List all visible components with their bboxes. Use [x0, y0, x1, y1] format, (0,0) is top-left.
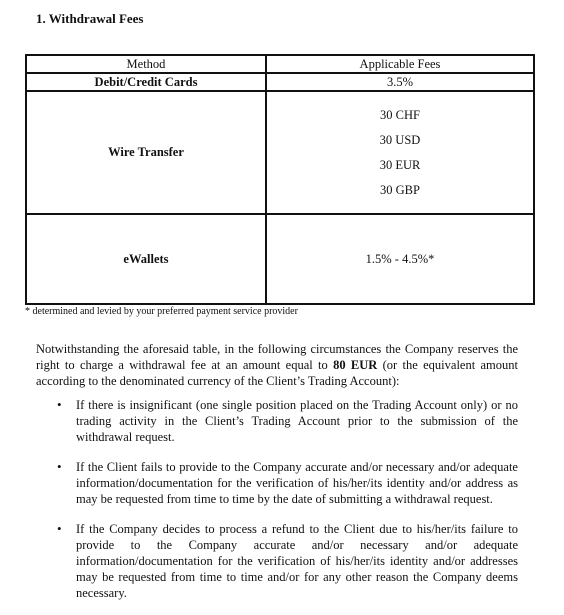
bullet-icon: •	[57, 521, 62, 536]
body-paragraph	[36, 341, 518, 389]
table-row	[26, 73, 534, 91]
fee-cell: 1.5% - 4.5%*	[266, 214, 534, 304]
list-item	[36, 521, 518, 601]
fee-value: 30 CHF	[380, 107, 420, 122]
fee-cell: 3.5%	[266, 73, 534, 91]
table-row	[26, 214, 534, 304]
list-item	[36, 397, 518, 445]
list-item-text: If the Company decides to process a refund to the Client due to his/her/its failure to provide to the Company accurate and/or necessary and/or adequate information/documentation for the verification of his/her/its identity and/or addresses may be requested from time to time and/or for any other reason the Company deems necessary.	[76, 522, 518, 600]
fee-value: 30 EUR	[379, 157, 421, 172]
list-item-text: If there is insignificant (one single position placed on the Trading Account only) or no trading activity in the Client’s Trading Account prior to the submission of the withdrawal request.	[76, 398, 518, 444]
bullet-icon: •	[57, 397, 62, 412]
method-cell: Wire Transfer	[26, 91, 266, 214]
header-method: Method	[26, 55, 266, 73]
conditions-list	[36, 397, 518, 615]
method-cell: Debit/Credit Cards	[26, 73, 266, 91]
list-item-text: If the Client fails to provide to the Company accurate and/or necessary and/or adequate information/documentation for the verification of his/her/its identity and/or address as may be requested from time to time by the date of submitting a withdrawal request.	[76, 460, 518, 506]
table-footnote: * determined and levied by your preferred payment service provider	[25, 306, 298, 317]
section-heading: 1. Withdrawal Fees	[36, 11, 144, 26]
table-row	[26, 91, 534, 214]
table-header-row	[26, 55, 534, 73]
paragraph-text: Notwithstanding the aforesaid table, in the following circumstances the Company reserves the right to charge a withdrawal fee at an amount equal to	[36, 342, 518, 372]
fee-value: 30 GBP	[380, 182, 420, 197]
list-item	[36, 459, 518, 507]
header-applicable-fees: Applicable Fees	[266, 55, 534, 73]
method-cell: eWallets	[26, 214, 266, 304]
withdrawal-fees-table	[25, 54, 535, 305]
fee-amount: 80 EUR	[333, 358, 378, 372]
bullet-icon: •	[57, 459, 62, 474]
paragraph-text: (or the equivalent amount according to the denominated currency of the Client’s Trading Account):	[36, 358, 518, 388]
fee-cell	[266, 91, 534, 214]
fee-value: 30 USD	[379, 132, 421, 147]
